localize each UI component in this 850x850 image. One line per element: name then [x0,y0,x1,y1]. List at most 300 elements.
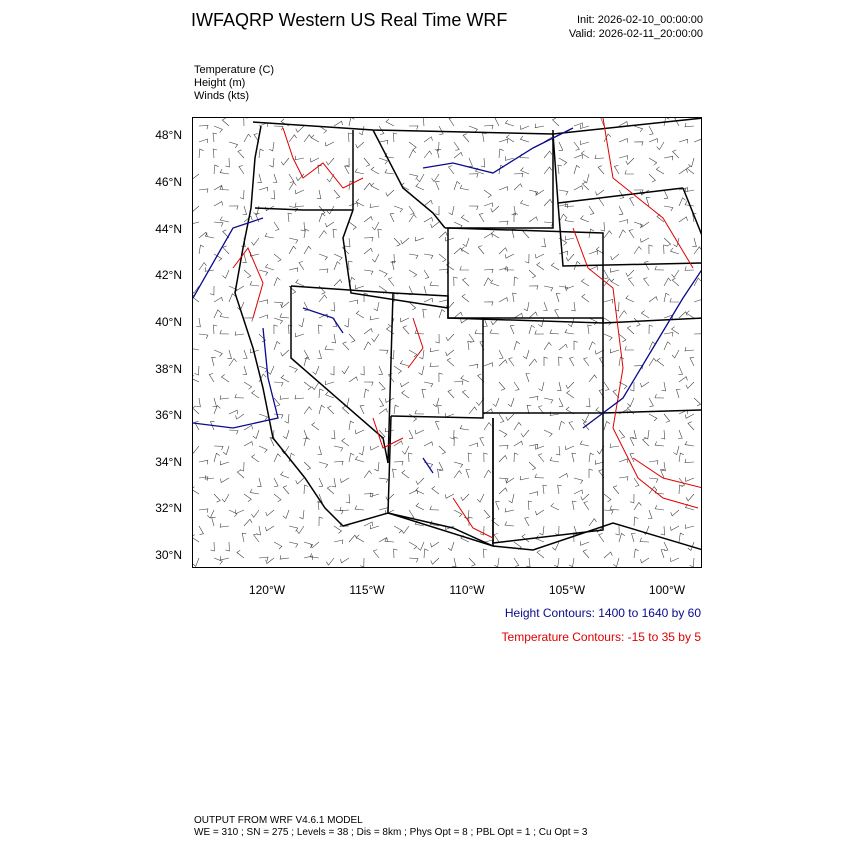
wind-barb [220,313,229,318]
wind-barb [484,190,491,198]
wind-barb [499,430,507,437]
wind-barb [214,297,223,302]
wind-barb [596,190,605,195]
wind-barb [439,373,443,382]
wind-barb [364,382,373,386]
wind-barb [326,222,335,227]
wind-barb [214,494,220,502]
wind-barb [499,248,507,254]
wind-barb [318,446,322,455]
wind-barb [220,556,229,560]
wind-barb [210,286,214,295]
wind-barb [299,318,304,327]
wind-barb [379,366,383,375]
wind-barb [295,156,304,160]
time-info [569,13,703,41]
wind-barb [580,541,589,545]
wind-barb [481,158,485,167]
wind-barb [670,298,679,302]
lon-label-120: 120°W [248,583,286,597]
wind-barb [343,342,349,350]
wind-barb [220,330,229,334]
wind-barb [330,366,334,375]
wind-barb [296,478,304,484]
wind-barb [439,300,448,304]
wind-barb [424,254,433,259]
wind-barb [461,494,469,501]
wind-barb [538,454,544,462]
wind-barb [304,556,313,560]
wind-barb [559,421,565,430]
wind-barb [619,190,624,199]
wind-barb [364,471,372,478]
wind-barb [259,149,264,158]
wind-barb [289,238,298,244]
wind-barb [349,300,358,304]
wind-barb [449,166,455,174]
wind-barb [269,158,274,167]
wind-barb [274,325,278,334]
wind-barb [529,462,536,470]
wind-barb [240,462,244,471]
wind-barb [679,312,687,318]
wind-barb [439,270,448,274]
wind-barb [319,254,327,260]
wind-barb [424,549,428,558]
wind-barb [193,535,199,542]
wind-barb [649,174,655,182]
wind-barb [340,478,349,483]
wind-barb [526,374,530,383]
wind-barb [331,430,335,439]
wind-barb [551,263,559,270]
wind-barb [236,414,245,419]
wind-barb [589,375,597,382]
wind-barb [283,430,289,439]
wind-barb [567,391,574,399]
wind-barb [463,238,469,247]
wind-barb [679,533,684,542]
wind-barb [491,206,499,212]
wind-barb [664,238,671,246]
wind-barb [559,251,568,255]
wind-barb [317,190,321,199]
wind-barb [252,455,259,463]
wind-barb [454,142,459,151]
wind-barb [355,456,364,462]
wind-barb [477,494,484,502]
wind-barb [409,558,418,562]
wind-barb [318,350,322,359]
wind-barb [237,550,244,558]
wind-barb [325,142,334,146]
wind-barb [601,222,605,231]
wind-barb [372,334,379,342]
wind-barb [589,453,594,462]
wind-barb [538,318,544,327]
wind-barb [484,203,493,207]
wind-barb [250,489,259,494]
wind-barb [220,395,229,399]
wind-barb [580,141,589,145]
wind-barb [619,156,628,160]
wind-barb [484,423,491,431]
wind-barb [574,490,583,494]
wind-barb [514,453,518,462]
wind-barb [355,506,364,511]
wind-barb [220,217,229,222]
wind-barb [655,394,664,398]
wind-barb [431,542,440,547]
wind-barb [574,186,583,190]
wind-barb [274,542,282,549]
wind-barb [462,294,469,302]
wind-barb [673,150,679,158]
wind-barb [628,278,634,286]
wind-barb [214,202,223,207]
wind-barb [334,280,342,287]
wind-barb [223,446,229,455]
wind-barb [544,167,552,174]
wind-barb [614,165,619,174]
wind-barb [556,446,560,455]
wind-barb [599,198,604,207]
wind-barb [289,174,294,183]
wind-barb [430,506,439,510]
wind-barb [506,414,514,420]
wind-barb [454,462,463,468]
wind-barb [199,526,204,535]
wind-barb [319,405,325,414]
wind-barb [349,535,357,542]
wind-barb [649,414,657,421]
wind-barb [565,236,574,240]
wind-barb [195,366,199,375]
wind-barb [274,278,280,286]
wind-barb [505,522,514,527]
wind-barb [334,262,340,270]
wind-barb [574,123,583,127]
wind-barb [349,118,354,126]
wind-barb [694,299,702,303]
wind-barb [259,366,267,372]
wind-barb [422,286,426,295]
wind-barb [409,510,414,519]
wind-barb [610,349,619,353]
wind-barb [581,279,589,286]
wind-barb [435,334,439,343]
wind-barb [583,550,589,558]
wind-barb [445,494,454,498]
wind-barbs [193,118,702,567]
wind-barb [499,149,504,158]
wind-barb [423,118,427,126]
wind-barb [595,155,604,159]
wind-barb [220,169,229,174]
field-winds: Winds (kts) [194,90,249,102]
wind-barb [259,300,268,304]
wind-barb [228,350,232,359]
wind-barb [229,410,238,414]
wind-barb [574,478,583,484]
wind-barb [505,156,514,160]
wind-barb [648,510,652,519]
wind-barb [604,270,608,279]
wind-barb [613,558,619,567]
wind-barb [356,199,364,206]
wind-barb [644,430,649,439]
wind-barb [424,442,433,446]
wind-barb [454,248,462,254]
wind-barb [544,151,552,158]
wind-barb [634,549,639,558]
wind-barb [484,510,490,518]
wind-barb [670,526,679,530]
wind-barb [449,118,454,126]
wind-barb [454,277,458,286]
wind-barb [460,185,469,190]
wind-barb [296,126,304,132]
wind-barb [484,302,493,306]
wind-barb [280,555,289,559]
wind-barb [199,189,208,193]
wind-barb [243,366,247,375]
wind-barb [469,364,478,368]
wind-barb [356,311,364,318]
wind-barb [495,118,499,126]
wind-barb [610,268,619,272]
wind-barb [450,430,454,439]
wind-barb [213,398,217,407]
wind-barb [649,325,653,334]
wind-barb [469,158,473,167]
wind-barb [319,269,328,273]
wind-barb [356,142,364,148]
wind-barb [679,217,688,222]
wind-barb [379,350,388,354]
wind-barb [364,389,369,398]
wind-barb [589,206,594,215]
wind-barb [462,390,469,398]
wind-barb [550,457,559,462]
wind-barb [280,313,289,318]
wind-barb [685,347,694,351]
wind-barb [409,206,414,215]
wind-barb [370,204,379,208]
wind-barb [514,213,518,222]
wind-barb [604,552,612,558]
wind-barb [630,197,634,206]
wind-barb [539,382,545,391]
wind-barb [319,231,327,238]
wind-barb [505,120,514,126]
wind-barb [310,158,319,162]
wind-barb [319,517,323,526]
wind-barb [424,137,433,142]
wind-barb [257,478,261,487]
wind-barb [520,136,529,142]
wind-barb [235,510,244,514]
wind-barb [661,430,665,439]
wind-barb [235,394,244,398]
wind-barb [311,135,319,142]
wind-barb [334,540,343,544]
wind-barb [374,462,379,471]
wind-barb [273,174,277,183]
wind-barb [253,430,259,439]
wind-barb [193,406,199,414]
wind-barb [559,474,568,479]
wind-barb [274,222,279,231]
wind-barb [341,558,350,563]
wind-barb [685,188,694,192]
wind-barb [454,152,462,158]
wind-barb [468,453,472,462]
wind-barb [514,558,519,567]
wind-barb [430,348,439,352]
wind-barb [402,446,409,454]
wind-barb [439,446,446,454]
wind-barb [360,405,364,414]
wind-barb [499,456,507,463]
wind-barb [295,395,304,399]
wind-barb [469,174,478,178]
wind-barb [496,501,500,510]
wind-barb [641,558,650,563]
wind-barb [402,391,409,399]
wind-barb [675,118,679,126]
lat-label-32: 32°N [155,501,182,515]
wind-barb [513,293,517,302]
wind-barb [688,158,694,167]
wind-barb [394,206,403,212]
wind-barb [537,550,544,558]
wind-barb [588,325,592,334]
lat-label-38: 38°N [155,362,182,376]
wind-barb [251,238,259,245]
wind-barb [499,445,508,449]
wind-barb [388,318,394,327]
wind-barb [514,341,520,350]
wind-barb [416,487,424,494]
wind-barb [581,216,589,222]
wind-barb [193,446,199,453]
wind-barb [283,510,289,518]
wind-barb [301,222,305,231]
wind-barb [193,345,199,350]
wind-barb [235,331,244,335]
valid-time: Valid: 2026-02-11_20:00:00 [568,28,703,40]
wind-barb [634,126,643,132]
lat-label-40: 40°N [155,315,182,329]
wind-barb [580,441,589,446]
wind-barb [386,119,394,126]
wind-barb [460,425,469,430]
wind-barb [259,557,268,561]
wind-barb [679,453,684,462]
wind-barb [214,446,223,450]
wind-barb [466,470,470,479]
wind-barb [524,302,529,311]
wind-barb [604,299,613,303]
wind-barb [619,459,628,463]
wind-barb [535,124,544,128]
lon-label-100: 100°W [648,583,686,597]
wind-barb [435,206,439,215]
wind-barb [259,270,268,276]
wind-barb [604,421,610,430]
wind-barb [266,526,275,531]
wind-barb [685,441,694,446]
wind-barb [557,382,561,391]
wind-barb [694,398,701,406]
wind-barb [349,453,354,462]
wind-barb [193,487,199,494]
wind-barb [355,430,364,434]
wind-barb [415,430,424,434]
wind-barb [304,407,312,414]
lat-label-42: 42°N [155,268,182,282]
wind-barb [431,222,439,228]
wind-barb [356,285,365,289]
wind-barb [688,422,694,430]
wind-barb [319,478,323,487]
wind-barb [632,533,636,542]
lat-label-44: 44°N [155,222,182,236]
wind-barb [285,414,289,423]
wind-barb [514,441,523,446]
wind-barb [385,169,394,174]
wind-barb [220,478,229,483]
wind-barb [634,502,641,510]
wind-barb [446,350,454,356]
wind-barb [555,526,559,535]
wind-barb [570,357,575,366]
wind-barb [514,184,522,190]
wind-barb [493,398,499,406]
wind-barb [289,542,298,548]
lat-label-30: 30°N [155,548,182,562]
wind-barb [385,538,394,542]
wind-barb [364,183,372,190]
wind-barb [634,142,643,146]
wind-barb [670,558,679,562]
wind-barb [484,233,493,238]
wind-barb [630,494,634,503]
wind-barb [370,446,379,450]
wind-barb [509,358,514,366]
wind-barb [454,182,460,191]
wind-barb [483,549,487,558]
wind-barb [436,181,440,190]
wind-barb [619,311,627,318]
lat-label-36: 36°N [155,408,182,422]
wind-barb [319,295,327,302]
wind-barb [213,133,217,142]
wind-barb [229,142,238,148]
wind-barb [543,302,547,311]
wind-barb [243,206,247,215]
wind-barb [205,233,214,238]
wind-barb [559,344,567,350]
wind-barb [671,510,679,516]
wind-barb [304,135,312,142]
wind-barb [299,510,304,519]
wind-barb [430,282,439,286]
wind-barb [464,510,469,519]
wind-barb [400,360,409,366]
wind-barb [657,358,664,366]
